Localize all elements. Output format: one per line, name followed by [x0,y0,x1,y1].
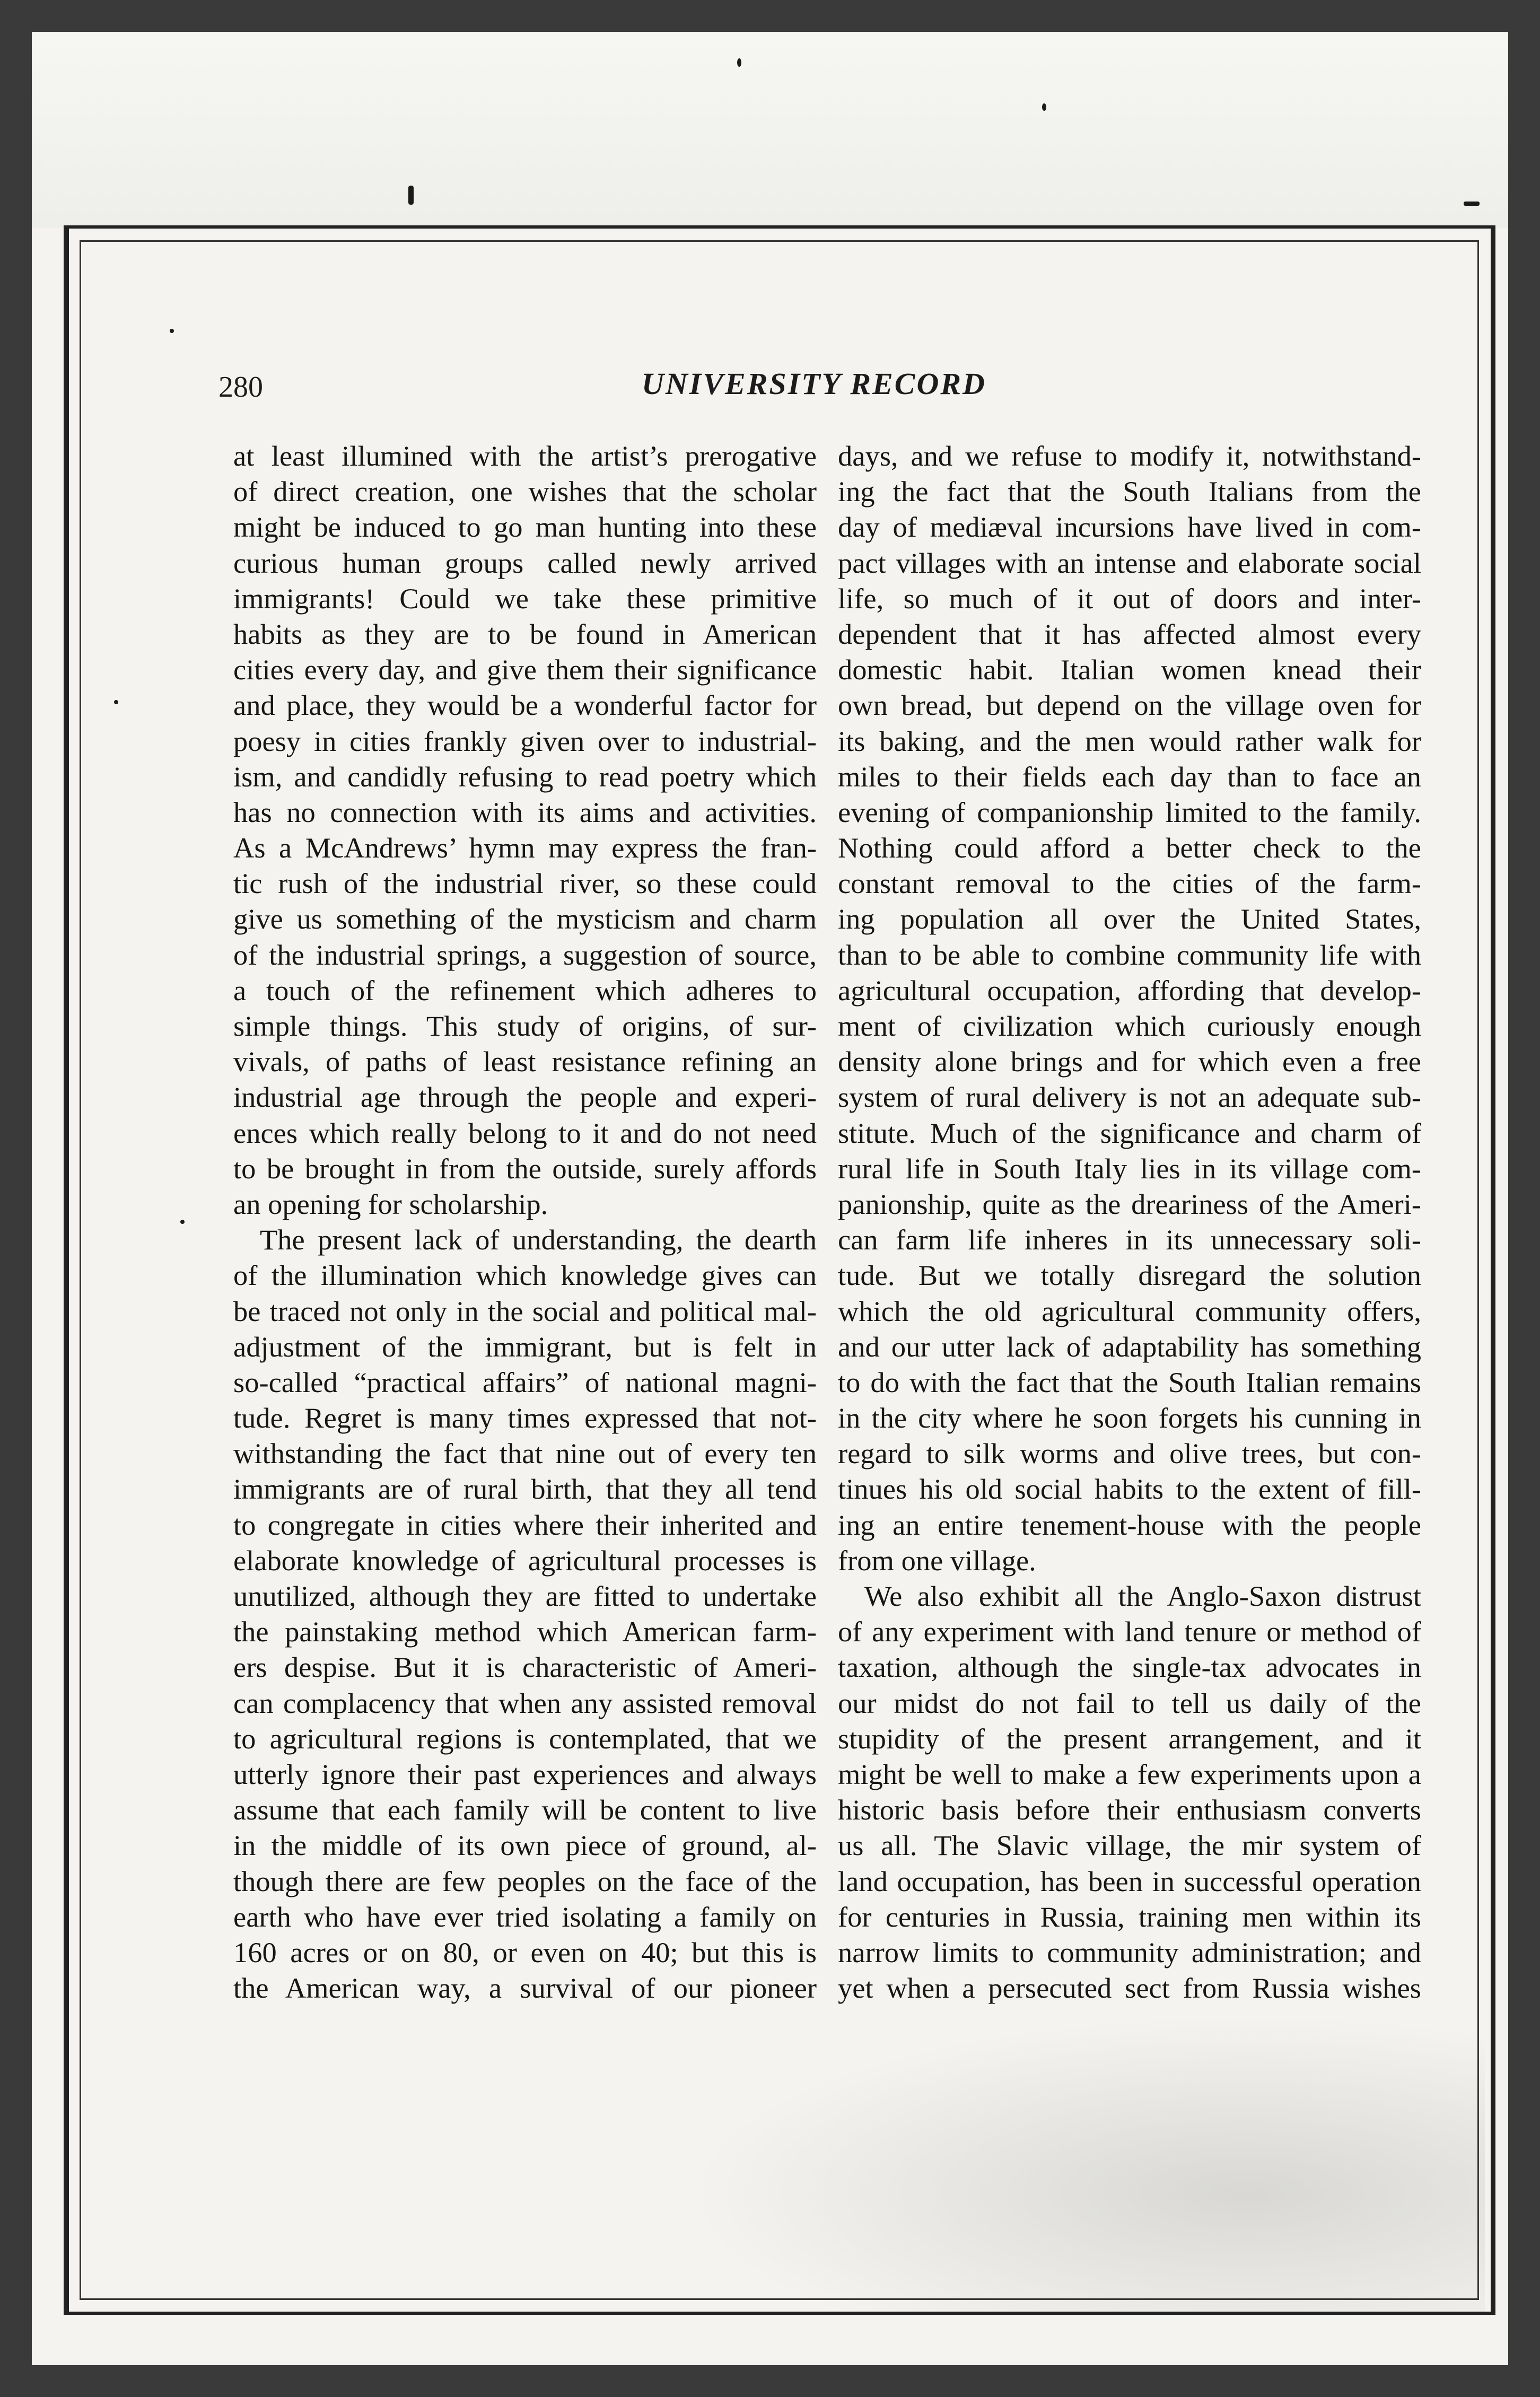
text-line: curious human groups called newly arrived [233,546,817,579]
text-line: Nothing could afford a better check to the [838,832,1421,864]
text-line: habits as they are to be found in American [233,617,817,650]
scan-shadow [689,2015,1485,2312]
text-line: from one village. [838,1544,1036,1577]
text-line: unutilized, although they are fitted to undertake [233,1580,817,1612]
text-line: stitute. Much of the significance and charm of [838,1116,1421,1149]
text-line: to do with the fact that the South Italian remains [838,1366,1421,1398]
text-line: taxation, although the single-tax advocates in [838,1651,1421,1684]
text-line: dependent that it has affected almost every [838,617,1421,650]
scan-speck [1464,202,1480,206]
text-line: of any experiment with land tenure or method of [838,1615,1421,1648]
text-line: tude. Regret is many times expressed that not- [233,1402,817,1434]
text-line: 160 acres or on 80, or even on 40; but this is [233,1936,817,1969]
text-line: to congregate in cities where their inherited and [233,1508,817,1541]
page-number: 280 [218,371,263,404]
text-line: domestic habit. Italian women knead their [838,653,1421,686]
text-column-left [233,438,817,2006]
text-line: As a McAndrews’ hymn may express the fran- [233,832,817,864]
text-line: land occupation, has been in successful operation [838,1865,1421,1897]
text-line: historic basis before their enthusiasm converts [838,1794,1421,1826]
text-line: and our utter lack of adaptability has something [838,1330,1421,1363]
scan-speck [1042,103,1046,111]
text-line: than to be able to combine community life with [838,938,1421,971]
text-line: assume that each family will be content to live [233,1794,817,1826]
text-line: utterly ignore their past experiences and always [233,1757,817,1790]
text-line: regard to silk worms and olive trees, but con- [838,1437,1421,1470]
text-line: cities every day, and give them their significance [233,653,817,686]
text-line: ing the fact that the South Italians from the [838,475,1421,508]
text-line: ism, and candidly refusing to read poetry which [233,760,817,793]
text-line: might be well to make a few experiments upon a [838,1757,1421,1790]
text-line: of the illumination which knowledge gives can [233,1259,817,1292]
text-line: poesy in cities frankly given over to industrial- [233,724,817,757]
text-line: earth who have ever tried isolating a family on [233,1900,817,1933]
text-line: ment of civilization which curiously enough [838,1010,1421,1042]
text-line: an opening for scholarship. [233,1187,548,1220]
text-line: ing an entire tenement-house with the people [838,1508,1421,1541]
text-line: which the old agricultural community offers, [838,1294,1421,1327]
paragraph-start-line: We also exhibit all the Anglo-Saxon distrust [864,1580,1421,1612]
text-line: give us something of the mysticism and charm [233,903,817,935]
text-line: stupidity of the present arrangement, and it [838,1722,1421,1755]
text-line: though there are few peoples on the face of the [233,1865,817,1897]
text-line: so-called “practical affairs” of national magni- [233,1366,817,1398]
text-line: system of rural delivery is not an adequate sub- [838,1081,1421,1114]
text-line: in the city where he soon forgets his cunning in [838,1402,1421,1434]
paragraph-start-line: The present lack of understanding, the dearth [260,1223,817,1256]
text-line: tinues his old social habits to the extent of fill- [838,1473,1421,1506]
text-line: constant removal to the cities of the farm- [838,867,1421,900]
text-line: the painstaking method which American farm- [233,1615,817,1648]
text-line: industrial age through the people and experi- [233,1081,817,1114]
top-margin-strip [32,32,1508,228]
text-line: can farm life inheres in its unnecessary soli- [838,1223,1421,1256]
text-line: narrow limits to community administration; and [838,1936,1421,1969]
text-line: ences which really belong to it and do not need [233,1116,817,1149]
text-line: panionship, quite as the dreariness of the Ameri- [838,1187,1421,1220]
text-line: its baking, and the men would rather walk for [838,724,1421,757]
text-line: might be induced to go man hunting into these [233,511,817,544]
text-line: life, so much of it out of doors and inter- [838,582,1421,615]
text-line: of the industrial springs, a suggestion of source, [233,938,817,971]
text-line: evening of companionship limited to the family. [838,795,1421,828]
text-line: to be brought in from the outside, surely affords [233,1152,817,1185]
text-line: and place, they would be a wonderful factor for [233,689,817,722]
text-line: in the middle of its own piece of ground, al- [233,1829,817,1862]
text-line: of direct creation, one wishes that the scholar [233,475,817,508]
text-line: immigrants are of rural birth, that they all tend [233,1473,817,1506]
text-line: can complacency that when any assisted removal [233,1686,817,1719]
running-title: UNIVERSITY RECORD [642,366,986,401]
text-line: density alone brings and for which even a free [838,1045,1421,1078]
scan-speck [408,186,414,205]
text-line: to agricultural regions is contemplated, that we [233,1722,817,1755]
text-line: miles to their fields each day than to face an [838,760,1421,793]
text-line: be traced not only in the social and political mal- [233,1294,817,1327]
text-line: a touch of the refinement which adheres to [233,974,817,1007]
text-line: days, and we refuse to modify it, notwithstand- [838,440,1421,472]
text-line: for centuries in Russia, training men within its [838,1900,1421,1933]
text-line: vivals, of paths of least resistance refining an [233,1045,817,1078]
text-line: at least illumined with the artist’s prerogative [233,440,817,472]
text-line: tude. But we totally disregard the solution [838,1259,1421,1292]
text-line: pact villages with an intense and elaborate social [838,546,1421,579]
text-line: rural life in South Italy lies in its village com- [838,1152,1421,1185]
text-line: day of mediæval incursions have lived in com- [838,511,1421,544]
text-line: tic rush of the industrial river, so these could [233,867,817,900]
text-line: elaborate knowledge of agricultural processes is [233,1544,817,1577]
text-column-right [838,438,1421,2006]
text-line: agricultural occupation, affording that develop- [838,974,1421,1007]
text-line: ing population all over the United States, [838,903,1421,935]
text-line: ers despise. But it is characteristic of Ameri- [233,1651,817,1684]
text-line: simple things. This study of origins, of sur- [233,1010,817,1042]
text-line: yet when a persecuted sect from Russia wishes [838,1972,1421,2005]
scan-speck [737,58,741,67]
text-line: us all. The Slavic village, the mir system of [838,1829,1421,1862]
text-line: the American way, a survival of our pioneer [233,1972,817,2005]
text-line: our midst do not fail to tell us daily of the [838,1686,1421,1719]
text-line: immigrants! Could we take these primitive [233,582,817,615]
text-line: own bread, but depend on the village oven for [838,689,1421,722]
text-line: adjustment of the immigrant, but is felt in [233,1330,817,1363]
text-line: has no connection with its aims and activities. [233,795,817,828]
text-line: withstanding the fact that nine out of every ten [233,1437,817,1470]
